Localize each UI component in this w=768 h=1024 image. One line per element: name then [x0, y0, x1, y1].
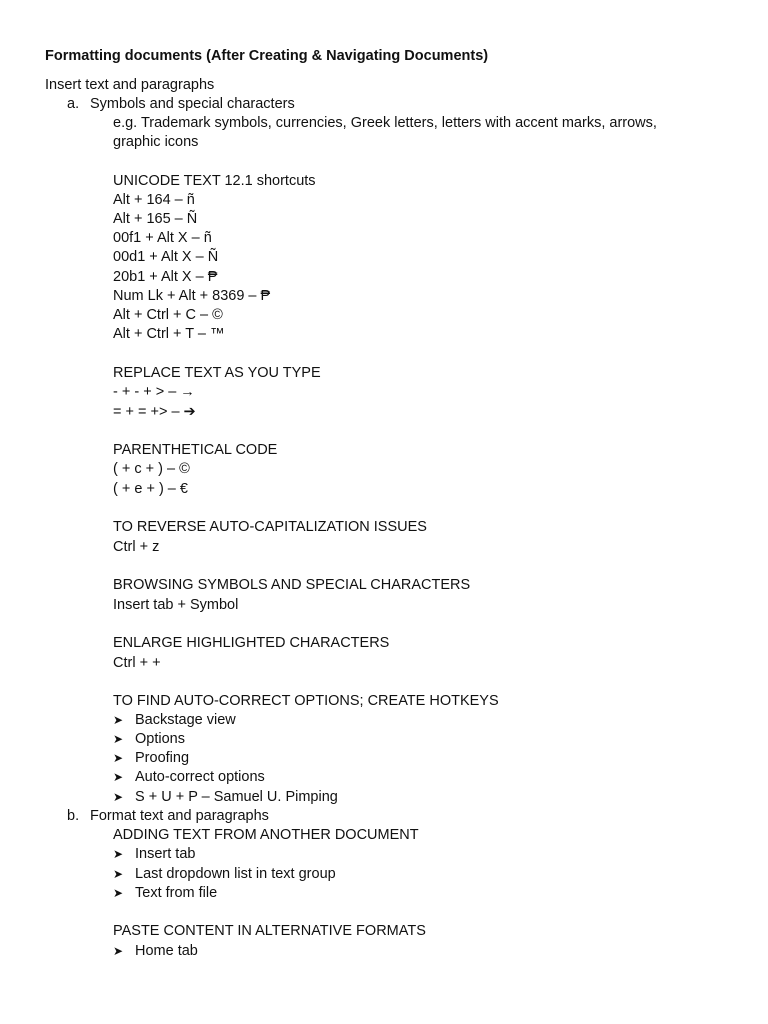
list-item-b-label: Format text and paragraphs	[90, 808, 269, 824]
bullet-text: Text from file	[135, 885, 218, 901]
shortcut-line: Alt + Ctrl + C – ©	[113, 307, 223, 323]
arrow-bullet-icon: ➤	[113, 944, 124, 958]
bullet-text: Last dropdown list in text group	[135, 866, 336, 882]
autocorrect-heading: TO FIND AUTO-CORRECT OPTIONS; CREATE HOTKEYS	[113, 693, 499, 709]
bullet-item	[113, 884, 217, 903]
enlarge-line: Ctrl + +	[113, 655, 161, 671]
section-heading: Insert text and paragraphs	[45, 77, 215, 93]
bullet-item	[113, 749, 189, 768]
parenthetical-heading: PARENTHETICAL CODE	[113, 442, 278, 458]
bullet-text: Home tab	[135, 943, 198, 959]
shortcut-line: 00f1 + Alt X – ñ	[113, 230, 212, 246]
adding-heading: ADDING TEXT FROM ANOTHER DOCUMENT	[113, 827, 419, 843]
replace-line: = + = +> – ➔	[113, 404, 196, 420]
unicode-heading: UNICODE TEXT 12.1 shortcuts	[113, 173, 316, 189]
examples-text-cont: graphic icons	[113, 134, 199, 150]
bullet-text: Backstage view	[135, 712, 236, 728]
replace-heading: REPLACE TEXT AS YOU TYPE	[113, 365, 321, 381]
bullet-item	[113, 845, 195, 864]
replace-line: - + - + > – →	[113, 384, 195, 400]
list-item-a-label: Symbols and special characters	[90, 96, 295, 112]
arrow-bullet-icon: ➤	[113, 770, 124, 784]
paste-heading: PASTE CONTENT IN ALTERNATIVE FORMATS	[113, 923, 426, 939]
reverse-line: Ctrl + z	[113, 539, 160, 555]
shortcut-line: Alt + Ctrl + T – ™	[113, 326, 225, 342]
list-marker-b: b.	[67, 808, 80, 824]
shortcut-line: 20b1 + Alt X – ₱	[113, 269, 218, 285]
list-marker-a: a.	[67, 96, 80, 112]
parenthetical-line: ( + e + ) – €	[113, 481, 188, 497]
arrow-bullet-icon: ➤	[113, 847, 124, 861]
bullet-text: Insert tab	[135, 846, 196, 862]
document-title: Formatting documents (After Creating & Navigating Documents)	[45, 48, 489, 64]
bullet-text: Proofing	[135, 750, 190, 766]
bullet-item	[113, 768, 265, 787]
arrow-bullet-icon: ➤	[113, 713, 124, 727]
bullet-item	[113, 730, 185, 749]
shortcut-line: Alt + 165 – Ñ	[113, 211, 198, 227]
arrow-bullet-icon: ➤	[113, 732, 124, 746]
arrow-bullet-icon: ➤	[113, 751, 124, 765]
parenthetical-line: ( + c + ) – ©	[113, 461, 190, 477]
bullet-item	[113, 788, 338, 807]
arrow-bullet-icon: ➤	[113, 790, 124, 804]
enlarge-heading: ENLARGE HIGHLIGHTED CHARACTERS	[113, 635, 390, 651]
bullet-text: Auto-correct options	[135, 769, 265, 785]
bullet-item	[113, 865, 336, 884]
bullet-text: S + U + P – Samuel U. Pimping	[135, 789, 338, 805]
bullet-text: Options	[135, 731, 185, 747]
bullet-item	[113, 942, 198, 961]
bullet-item	[113, 711, 236, 730]
shortcut-line: Num Lk + Alt + 8369 – ₱	[113, 288, 271, 304]
arrow-bullet-icon: ➤	[113, 886, 124, 900]
shortcut-line: Alt + 164 – ñ	[113, 192, 195, 208]
arrow-bullet-icon: ➤	[113, 867, 124, 881]
reverse-heading: TO REVERSE AUTO-CAPITALIZATION ISSUES	[113, 519, 427, 535]
browsing-heading: BROWSING SYMBOLS AND SPECIAL CHARACTERS	[113, 577, 471, 593]
shortcut-line: 00d1 + Alt X – Ñ	[113, 249, 219, 265]
examples-text: e.g. Trademark symbols, currencies, Greek letters, letters with accent marks, arrows,	[113, 115, 657, 131]
browsing-line: Insert tab + Symbol	[113, 597, 239, 613]
